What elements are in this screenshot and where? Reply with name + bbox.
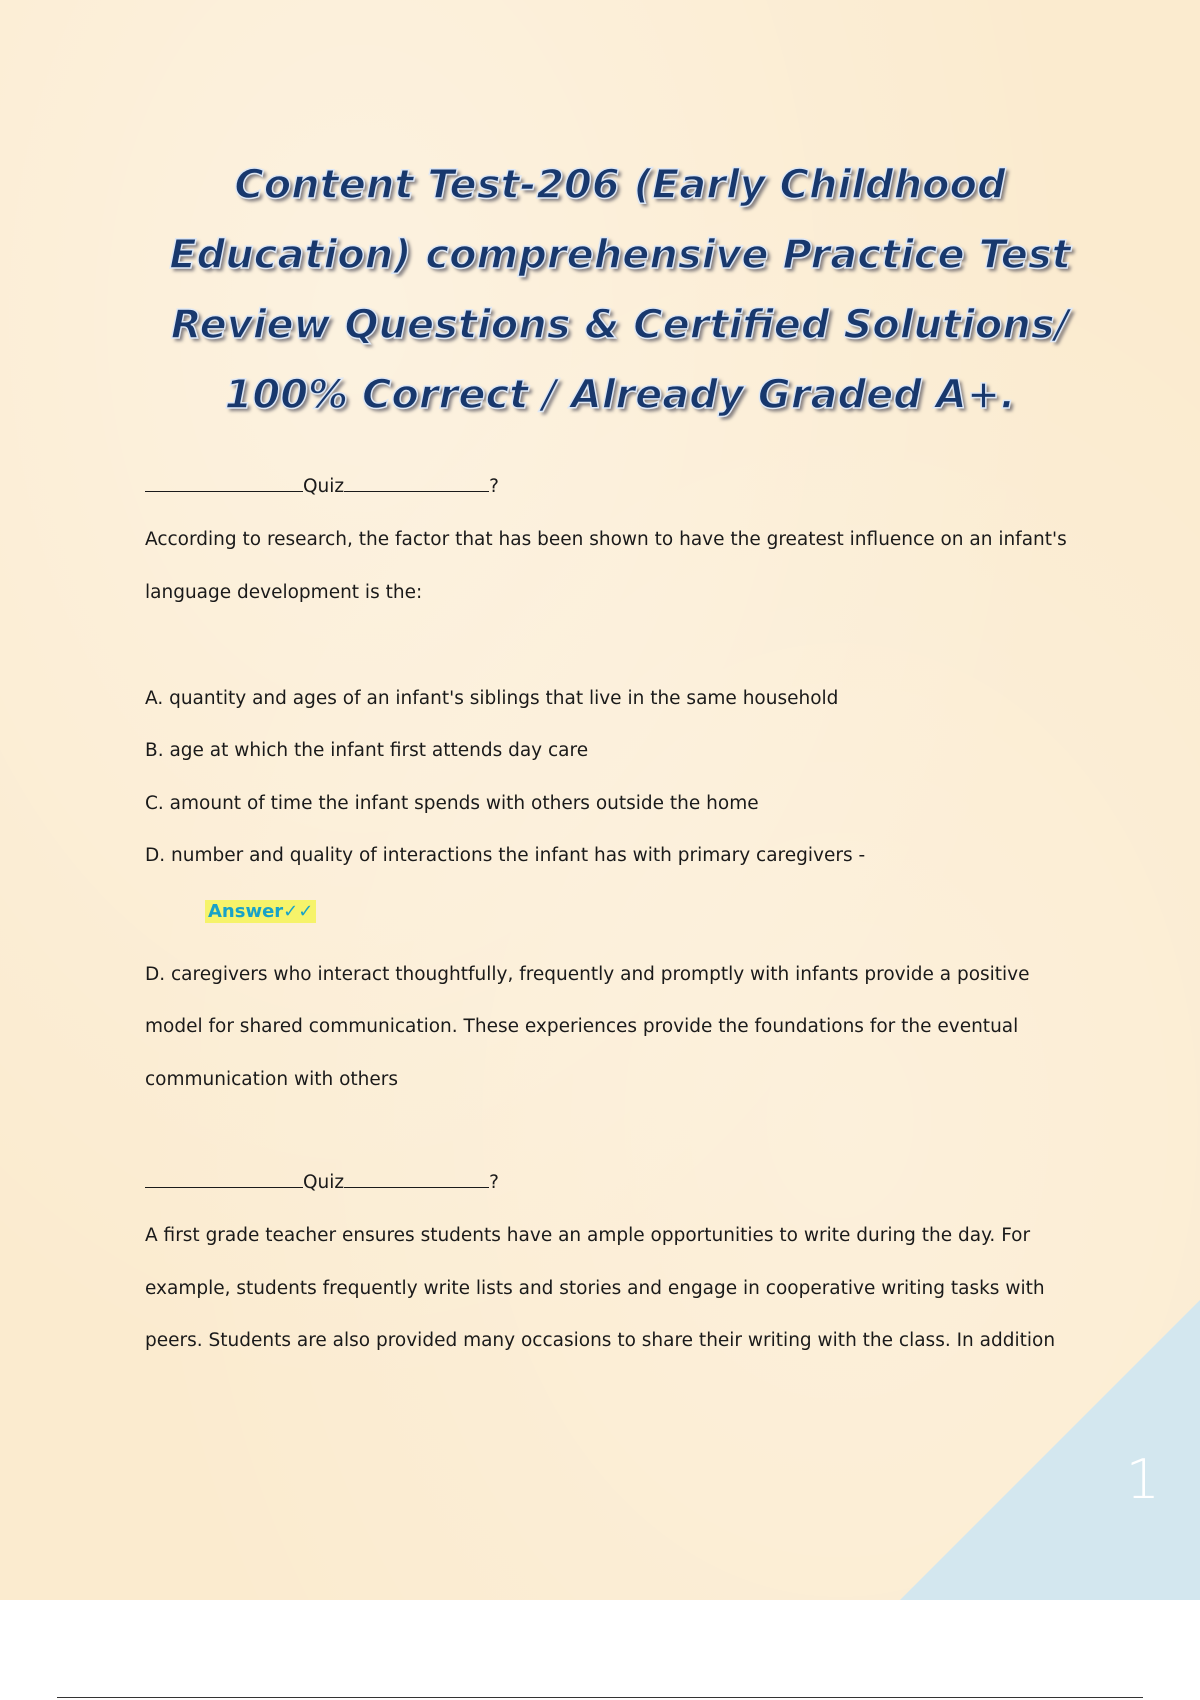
question-text: According to research, the factor that has been shown to have the greatest influence on an infant's bbox=[145, 529, 1067, 550]
explanation-text: communication with others bbox=[145, 1069, 399, 1090]
document-title bbox=[150, 150, 1090, 430]
title-line: Review Questions & Certified Solutions/ bbox=[170, 302, 1070, 348]
quiz-heading bbox=[145, 476, 499, 497]
blank-rule bbox=[145, 490, 303, 492]
title-line: Content Test-206 (Early Childhood bbox=[234, 162, 1006, 208]
blank-rule bbox=[145, 1186, 303, 1188]
answer-option: B. age at which the infant first attends day care bbox=[145, 740, 589, 761]
quiz-heading bbox=[145, 1172, 499, 1193]
question-text: peers. Students are also provided many occasions to share their writing with the class. In addition bbox=[145, 1330, 1056, 1351]
question-text: A first grade teacher ensures students have an ample opportunities to write during the day. For bbox=[145, 1225, 1031, 1246]
question-mark: ? bbox=[489, 1172, 499, 1193]
quiz-label: Quiz bbox=[303, 476, 345, 497]
question-text: example, students frequently write lists and stories and engage in cooperative writing tasks with bbox=[145, 1278, 1045, 1299]
answer-option: C. amount of time the infant spends with others outside the home bbox=[145, 793, 759, 814]
page-number: 1 bbox=[1125, 1448, 1160, 1511]
title-line: 100% Correct / Already Graded A+. bbox=[224, 372, 1016, 418]
answer-option: A. quantity and ages of an infant's siblings that live in the same household bbox=[145, 688, 839, 709]
explanation-text: D. caregivers who interact thoughtfully, frequently and promptly with infants provide a positive bbox=[145, 964, 1030, 985]
quiz-label: Quiz bbox=[303, 1172, 345, 1193]
answer-badge: Answer✓✓ bbox=[205, 900, 316, 923]
question-text: language development is the: bbox=[145, 582, 423, 603]
explanation-text: model for shared communication. These experiences provide the foundations for the eventual bbox=[145, 1016, 1019, 1037]
question-mark: ? bbox=[489, 476, 499, 497]
footer-rule bbox=[57, 1697, 1143, 1698]
blank-rule bbox=[344, 490, 489, 492]
blank-rule bbox=[344, 1186, 489, 1188]
title-line: Education) comprehensive Practice Test bbox=[169, 232, 1071, 278]
answer-option: D. number and quality of interactions the infant has with primary caregivers - bbox=[145, 845, 866, 866]
